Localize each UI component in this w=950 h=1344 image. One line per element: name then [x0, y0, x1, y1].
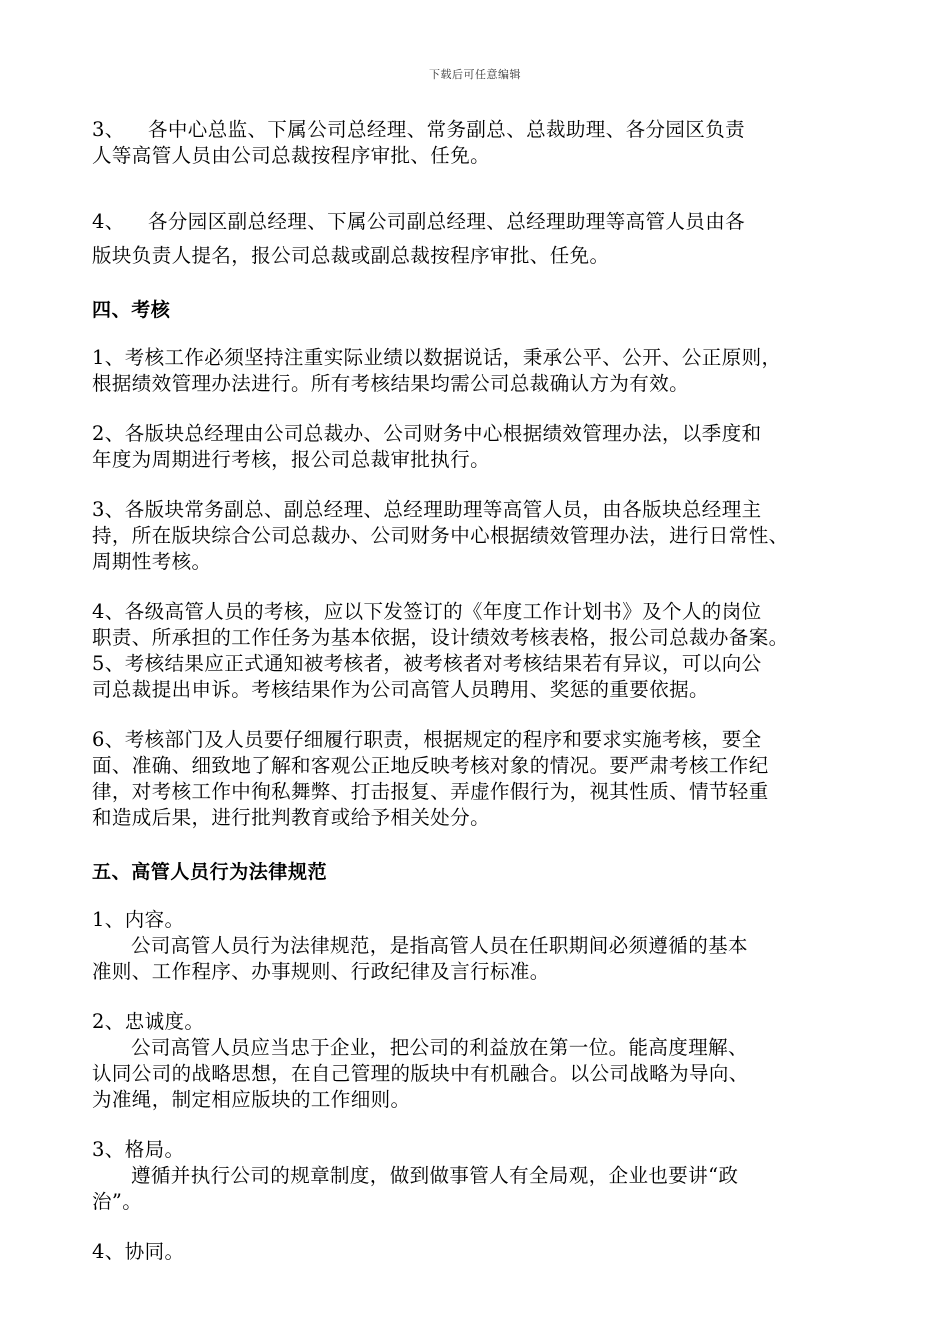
- list-item-number: 4、: [92, 210, 125, 233]
- subsection-label: 4、协同。: [92, 1240, 185, 1263]
- list-item-text-line: 各中心总监、下属公司总经理、常务副总、总裁助理、各分园区负责: [148, 118, 746, 141]
- subsection-label: 3、格局。: [92, 1138, 185, 1161]
- subsection-loyalty: [92, 1009, 872, 1113]
- page-header: 下载后可任意编辑: [429, 68, 521, 81]
- paragraph-line: 4、各级高管人员的考核，应以下发签订的《年度工作计划书》及个人的岗位: [92, 600, 762, 623]
- paragraph-line: 准则、工作程序、办事规则、行政纪律及言行标准。: [92, 960, 550, 983]
- paragraph-line: 5、考核结果应正式通知被考核者，被考核者对考核结果若有异议，可以向公: [92, 652, 762, 675]
- paragraph: [92, 345, 872, 397]
- paragraph: [92, 599, 872, 651]
- list-item-number: 3、: [92, 118, 125, 141]
- paragraph: [92, 651, 872, 703]
- paragraph-line: 职责、所承担的工作任务为基本依据，设计绩效考核表格，报公司总裁办备案。: [92, 626, 789, 649]
- list-item-text-line: 各分园区副总经理、下属公司副总经理、总经理助理等高管人员由各: [148, 210, 746, 233]
- subsection-pattern: [92, 1137, 872, 1215]
- subsection-collaboration: [92, 1239, 872, 1265]
- paragraph: [92, 497, 872, 575]
- paragraph-line: 和造成后果，进行批判教育或给予相关处分。: [92, 806, 491, 829]
- subsection-label: 1、内容。: [92, 908, 185, 931]
- paragraph-line: 6、考核部门及人员要仔细履行职责，根据规定的程序和要求实施考核，要全: [92, 728, 762, 751]
- paragraph: [92, 421, 872, 473]
- subsection-content: [92, 907, 872, 985]
- list-item-text-line: 人等高管人员由公司总裁按程序审批、任免。: [92, 144, 491, 167]
- section-heading-assessment: 四、考核: [92, 299, 171, 321]
- paragraph-line: 持，所在版块综合公司总裁办、公司财务中心根据绩效管理办法，进行日常性、: [92, 524, 789, 547]
- section-heading-conduct-norms: 五、高管人员行为法律规范: [92, 861, 328, 883]
- paragraph-line: 公司高管人员行为法律规范，是指高管人员在任职期间必须遵循的基本: [131, 934, 748, 957]
- paragraph-line: 周期性考核。: [92, 550, 212, 573]
- list-item-4: [92, 205, 872, 273]
- paragraph-line: 3、各版块常务副总、副总经理、总经理助理等高管人员，由各版块总经理主: [92, 498, 762, 521]
- paragraph-line: 遵循并执行公司的规章制度，做到做事管人有全局观，企业也要讲“政: [131, 1164, 739, 1187]
- paragraph: [92, 727, 872, 831]
- paragraph-line: 为准绳，制定相应版块的工作细则。: [92, 1088, 411, 1111]
- document-body: [92, 117, 872, 1265]
- paragraph-line: 律，对考核工作中徇私舞弊、打击报复、弄虚作假行为，视其性质、情节轻重: [92, 780, 769, 803]
- paragraph-line: 认同公司的战略思想，在自己管理的版块中有机融合。以公司战略为导向、: [92, 1062, 749, 1085]
- paragraph-line: 年度为周期进行考核，报公司总裁审批执行。: [92, 448, 491, 471]
- paragraph-line: 面、准确、细致地了解和客观公正地反映考核对象的情况。要严肃考核工作纪: [92, 754, 769, 777]
- list-item-text-line: 版块负责人提名，报公司总裁或副总裁按程序审批、任免。: [92, 244, 610, 267]
- paragraph-line: 治”。: [92, 1190, 143, 1213]
- paragraph-line: 公司高管人员应当忠于企业，把公司的利益放在第一位。能高度理解、: [131, 1036, 748, 1059]
- paragraph-line: 1、考核工作必须坚持注重实际业绩以数据说话，秉承公平、公开、公正原则，: [92, 346, 782, 369]
- list-item-3: [92, 117, 872, 169]
- paragraph-line: 司总裁提出申诉。考核结果作为公司高管人员聘用、奖惩的重要依据。: [92, 678, 709, 701]
- paragraph-line: 2、各版块总经理由公司总裁办、公司财务中心根据绩效管理办法，以季度和: [92, 422, 762, 445]
- paragraph-line: 根据绩效管理办法进行。所有考核结果均需公司总裁确认方为有效。: [92, 372, 690, 395]
- subsection-label: 2、忠诚度。: [92, 1010, 205, 1033]
